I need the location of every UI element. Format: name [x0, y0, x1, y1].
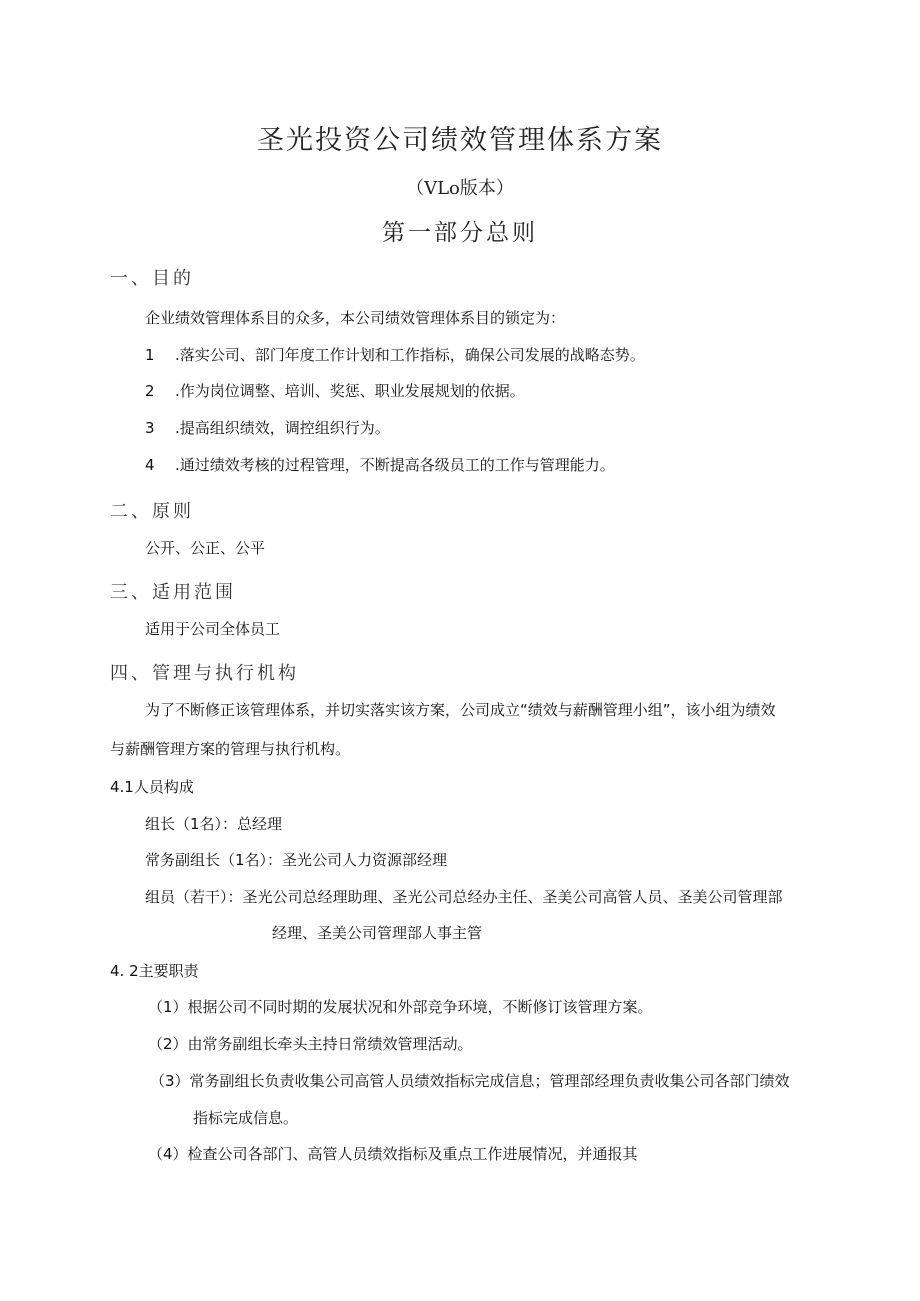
subsection-duties-heading: 4. 2主要职责 — [110, 962, 199, 980]
scope-text: 适用于公司全体员工 — [145, 620, 281, 638]
duty-3-line2: 指标完成信息。 — [193, 1109, 299, 1127]
item-text: .提高组织绩效，调控组织行为。 — [175, 419, 390, 437]
section-purpose-heading: 一、目的 — [110, 268, 194, 289]
item-number: 3 — [145, 419, 155, 437]
duty-4: （4）检查公司各部门、高管人员绩效指标及重点工作进展情况，并通报其 — [148, 1145, 638, 1163]
purpose-item-2 — [145, 380, 525, 401]
member-deputy: 常务副组长（1名）：圣光公司人力资源部经理 — [145, 851, 448, 869]
document-version: （VLo版本） — [406, 178, 514, 199]
principle-text: 公开、公正、公平 — [145, 539, 266, 557]
item-text: .作为岗位调整、培训、奖惩、职业发展规划的依据。 — [175, 382, 525, 400]
members-line1: 组员（若干）：圣光公司总经理助理、圣光公司总经办主任、圣美公司高管人员、圣美公司管理部 — [145, 888, 783, 906]
item-number: 1 — [145, 346, 155, 364]
section-principle-heading: 二、原则 — [110, 501, 194, 522]
purpose-item-3 — [145, 417, 390, 438]
duty-1: （1）根据公司不同时期的发展状况和外部竞争环境，不断修订该管理方案。 — [148, 998, 653, 1016]
section-organization-heading: 四、管理与执行机构 — [110, 663, 299, 684]
organization-paragraph-line2: 与薪酬管理方案的管理与执行机构。 — [110, 740, 351, 758]
item-text: .落实公司、部门年度工作计划和工作指标，确保公司发展的战略态势。 — [175, 346, 645, 364]
organization-paragraph-line1: 为了不断修正该管理体系，并切实落实该方案，公司成立“绩效与薪酬管理小组”，该小组为绩效 — [145, 701, 776, 719]
item-text: .通过绩效考核的过程管理，不断提高各级员工的工作与管理能力。 — [175, 456, 615, 474]
purpose-intro: 企业绩效管理体系目的众多，本公司绩效管理体系目的锁定为： — [145, 309, 566, 327]
part-heading: 第一部分总则 — [382, 220, 538, 246]
item-number: 4 — [145, 456, 155, 474]
purpose-item-1 — [145, 344, 645, 365]
section-scope-heading: 三、适用范围 — [110, 582, 236, 603]
purpose-item-4 — [145, 454, 615, 475]
duty-2: （2）由常务副组长牵头主持日常绩效管理活动。 — [148, 1035, 473, 1053]
members-line2: 经理、圣美公司管理部人事主管 — [272, 924, 483, 942]
document-title: 圣光投资公司绩效管理体系方案 — [257, 125, 663, 156]
duty-3-line1: （3）常务副组长负责收集公司高管人员绩效指标完成信息；管理部经理负责收集公司各部门绩效 — [150, 1072, 790, 1090]
item-number: 2 — [145, 382, 155, 400]
subsection-members-heading: 4.1人员构成 — [110, 778, 194, 796]
member-leader: 组长（1名）：总经理 — [145, 815, 283, 833]
